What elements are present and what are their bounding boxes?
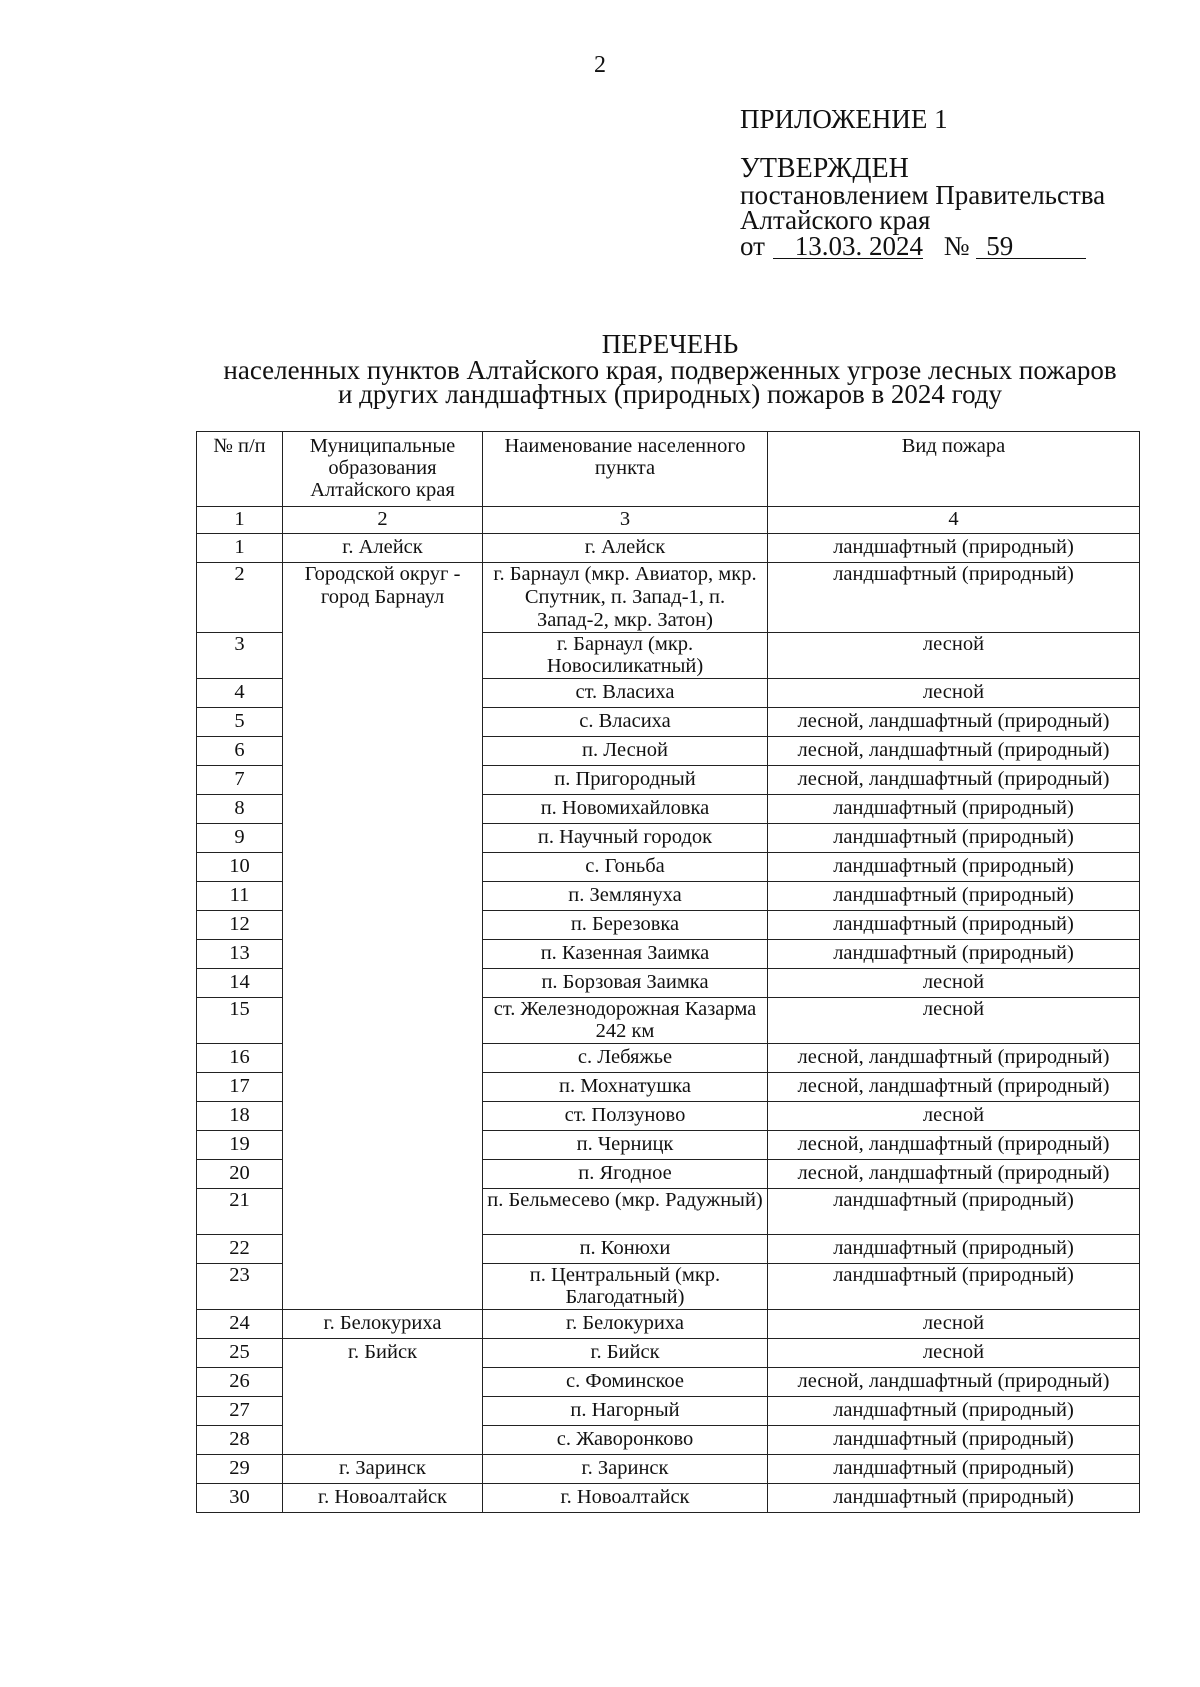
table-row <box>197 563 1140 633</box>
row-fire-type: ландшафтный (природный) <box>768 1484 1140 1513</box>
row-number: 18 <box>197 1102 283 1131</box>
row-fire-type: лесной <box>768 1102 1140 1131</box>
appendix-label: ПРИЛОЖЕНИЕ 1 <box>740 104 948 134</box>
row-number: 17 <box>197 1073 283 1102</box>
table-row <box>197 1455 1140 1484</box>
row-fire-type: ландшафтный (природный) <box>768 563 1140 633</box>
row-number: 25 <box>197 1339 283 1368</box>
title-line-1: населенных пунктов Алтайского края, подверженных угрозе лесных пожаров <box>223 355 1117 385</box>
row-settlement: г. Барнаул (мкр. Авиатор, мкр. Спутник, п. Запад-1, п. Запад-2, мкр. Затон) <box>483 563 768 633</box>
row-municipality: г. Новоалтайск <box>283 1484 483 1513</box>
row-number: 21 <box>197 1189 283 1235</box>
row-fire-type: лесной <box>768 633 1140 679</box>
table-row <box>197 1339 1140 1368</box>
header-municipality: Муниципальные образования Алтайского края <box>283 432 483 507</box>
approved-label: УТВЕРЖДЕН <box>740 153 909 184</box>
table-header-row <box>197 432 1140 507</box>
row-fire-type: ландшафтный (природный) <box>768 1264 1140 1310</box>
row-number: 10 <box>197 853 283 882</box>
table-row <box>197 534 1140 563</box>
row-settlement: с. Жаворонково <box>483 1426 768 1455</box>
row-number: 7 <box>197 766 283 795</box>
row-settlement: ст. Ползуново <box>483 1102 768 1131</box>
row-fire-type: ландшафтный (природный) <box>768 534 1140 563</box>
row-municipality: Городской округ - город Барнаул <box>283 563 483 1310</box>
row-settlement: п. Землянуха <box>483 882 768 911</box>
approval-line-1: постановлением Правительства <box>740 180 1106 210</box>
row-fire-type: лесной, ландшафтный (природный) <box>768 1073 1140 1102</box>
row-settlement: ст. Железнодорожная Казарма 242 км <box>483 998 768 1044</box>
row-fire-type: лесной, ландшафтный (природный) <box>768 766 1140 795</box>
row-number: 5 <box>197 708 283 737</box>
row-municipality: г. Заринск <box>283 1455 483 1484</box>
row-fire-type: лесной <box>768 1339 1140 1368</box>
row-number: 16 <box>197 1044 283 1073</box>
row-number: 22 <box>197 1235 283 1264</box>
row-fire-type: ландшафтный (природный) <box>768 882 1140 911</box>
row-number: 8 <box>197 795 283 824</box>
row-settlement: г. Новоалтайск <box>483 1484 768 1513</box>
row-settlement: п. Конюхи <box>483 1235 768 1264</box>
row-settlement: п. Казенная Заимка <box>483 940 768 969</box>
row-number: 13 <box>197 940 283 969</box>
row-fire-type: ландшафтный (природный) <box>768 824 1140 853</box>
number-sign: № <box>943 231 970 261</box>
row-settlement: с. Гоньба <box>483 853 768 882</box>
row-fire-type: лесной <box>768 679 1140 708</box>
column-number: 1 <box>197 507 283 534</box>
row-number: 15 <box>197 998 283 1044</box>
row-number: 1 <box>197 534 283 563</box>
row-settlement: г. Бийск <box>483 1339 768 1368</box>
row-number: 3 <box>197 633 283 679</box>
row-fire-type: лесной, ландшафтный (природный) <box>768 708 1140 737</box>
row-number: 30 <box>197 1484 283 1513</box>
row-fire-type: ландшафтный (природный) <box>768 1235 1140 1264</box>
row-fire-type: лесной <box>768 998 1140 1044</box>
row-number: 4 <box>197 679 283 708</box>
title-line-2: и других ландшафтных (природных) пожаров в 2024 году <box>337 379 1003 409</box>
row-fire-type: ландшафтный (природный) <box>768 1189 1140 1235</box>
row-number: 12 <box>197 911 283 940</box>
column-number: 4 <box>768 507 1140 534</box>
approval-line-2: Алтайского края <box>740 205 931 235</box>
row-number: 29 <box>197 1455 283 1484</box>
row-settlement: с. Лебяжье <box>483 1044 768 1073</box>
row-settlement: п. Ягодное <box>483 1160 768 1189</box>
header-number: № п/п <box>197 432 283 507</box>
table-row <box>197 1484 1140 1513</box>
row-settlement: п. Лесной <box>483 737 768 766</box>
date-prefix: от <box>740 231 765 261</box>
row-number: 19 <box>197 1131 283 1160</box>
row-number: 26 <box>197 1368 283 1397</box>
column-number: 3 <box>483 507 768 534</box>
row-municipality: г. Бийск <box>283 1339 483 1455</box>
row-settlement: г. Заринск <box>483 1455 768 1484</box>
column-numbers-row <box>197 507 1140 534</box>
row-number: 2 <box>197 563 283 633</box>
row-number: 11 <box>197 882 283 911</box>
row-number: 27 <box>197 1397 283 1426</box>
row-settlement: п. Березовка <box>483 911 768 940</box>
row-settlement: с. Власиха <box>483 708 768 737</box>
row-fire-type: лесной <box>768 969 1140 998</box>
row-settlement: п. Центральный (мкр. Благодатный) <box>483 1264 768 1310</box>
row-settlement: г. Белокуриха <box>483 1310 768 1339</box>
approval-date-line <box>740 231 1105 261</box>
row-fire-type: ландшафтный (природный) <box>768 795 1140 824</box>
row-fire-type: ландшафтный (природный) <box>768 940 1140 969</box>
row-fire-type: лесной, ландшафтный (природный) <box>768 1131 1140 1160</box>
row-fire-type: лесной, ландшафтный (природный) <box>768 1368 1140 1397</box>
row-settlement: п. Научный городок <box>483 824 768 853</box>
settlements-table <box>196 431 1140 1513</box>
row-settlement: с. Фоминское <box>483 1368 768 1397</box>
row-fire-type: лесной, ландшафтный (природный) <box>768 1160 1140 1189</box>
row-settlement: п. Новомихайловка <box>483 795 768 824</box>
row-settlement: ст. Власиха <box>483 679 768 708</box>
row-number: 23 <box>197 1264 283 1310</box>
row-settlement: г. Барнаул (мкр. Новосиликатный) <box>483 633 768 679</box>
page-number: 2 <box>594 52 606 78</box>
title-heading: ПЕРЕЧЕНЬ <box>601 329 739 359</box>
approval-number: 59 <box>976 235 1086 259</box>
row-fire-type: ландшафтный (природный) <box>768 911 1140 940</box>
row-fire-type: ландшафтный (природный) <box>768 1426 1140 1455</box>
row-number: 6 <box>197 737 283 766</box>
header-fire-type: Вид пожара <box>768 432 1140 507</box>
header-settlement: Наименование населенного пункта <box>483 432 768 507</box>
row-fire-type: ландшафтный (природный) <box>768 1397 1140 1426</box>
row-municipality: г. Белокуриха <box>283 1310 483 1339</box>
row-number: 20 <box>197 1160 283 1189</box>
row-municipality: г. Алейск <box>283 534 483 563</box>
row-settlement: п. Борзовая Заимка <box>483 969 768 998</box>
approval-block <box>740 153 1106 261</box>
row-number: 9 <box>197 824 283 853</box>
row-settlement: п. Пригородный <box>483 766 768 795</box>
row-fire-type: ландшафтный (природный) <box>768 853 1140 882</box>
row-settlement: г. Алейск <box>483 534 768 563</box>
row-settlement: п. Мохнатушка <box>483 1073 768 1102</box>
row-number: 28 <box>197 1426 283 1455</box>
row-fire-type: лесной, ландшафтный (природный) <box>768 1044 1140 1073</box>
row-fire-type: лесной <box>768 1310 1140 1339</box>
document-title <box>190 329 1150 409</box>
row-settlement: п. Черницк <box>483 1131 768 1160</box>
column-number: 2 <box>283 507 483 534</box>
table-row <box>197 1310 1140 1339</box>
row-fire-type: ландшафтный (природный) <box>768 1455 1140 1484</box>
row-fire-type: лесной, ландшафтный (природный) <box>768 737 1140 766</box>
row-settlement: п. Бельмесево (мкр. Радужный) <box>483 1189 768 1235</box>
approval-date: 13.03. 2024 <box>773 235 923 259</box>
row-number: 24 <box>197 1310 283 1339</box>
row-number: 14 <box>197 969 283 998</box>
row-settlement: п. Нагорный <box>483 1397 768 1426</box>
